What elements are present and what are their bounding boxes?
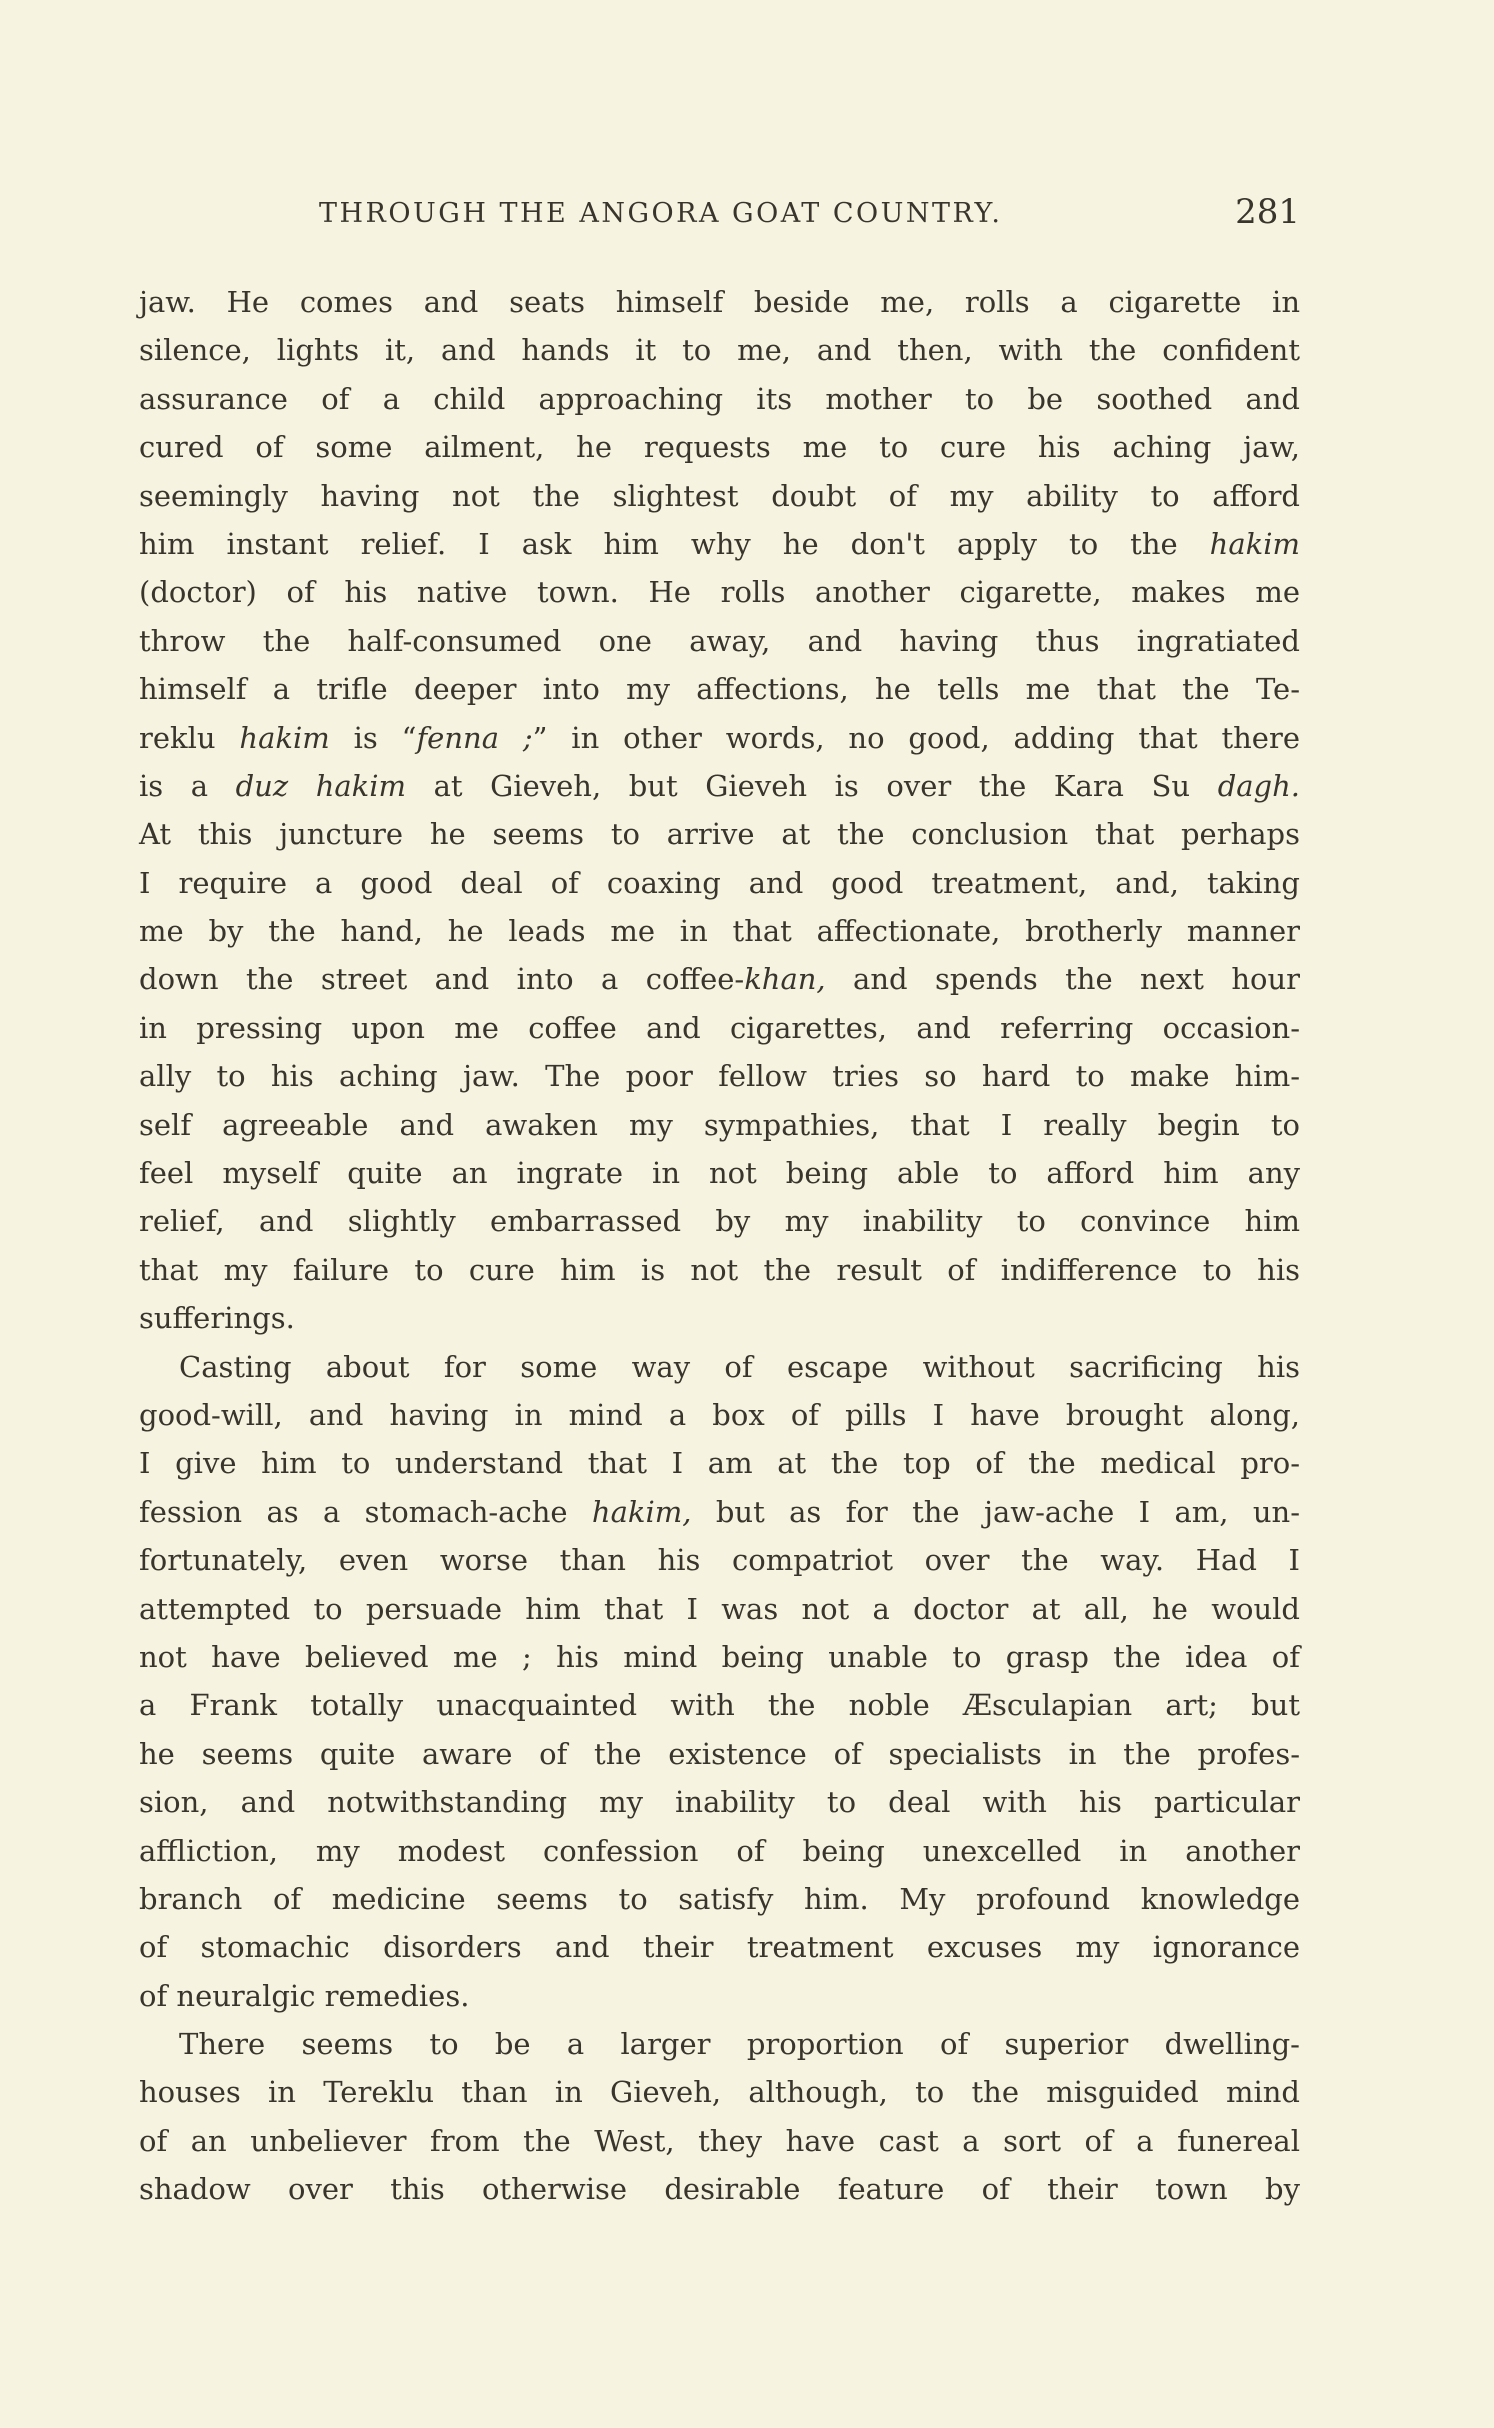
text-line <box>139 1730 1300 1778</box>
running-title: THROUGH THE ANGORA GOAT COUNTRY. <box>319 198 1003 229</box>
text-line <box>139 907 1300 955</box>
text-line <box>139 1294 1300 1342</box>
text-segment: good-will, and having in mind a box of pills I have brought along, <box>139 1397 1300 1432</box>
text-segment: affliction, my modest confession of being unexcelled in another <box>139 1833 1300 1868</box>
text-segment: jaw. He comes and seats himself beside me, rolls a cigarette in <box>139 285 1300 319</box>
text-line <box>139 2165 1300 2213</box>
text-segment: attempted to persuade him that I was not a doctor at all, he would <box>139 1591 1300 1626</box>
text-line <box>139 1004 1300 1052</box>
text-line <box>139 568 1300 616</box>
page-header <box>139 192 1300 238</box>
text-segment: but as for the jaw-ache I am, un- <box>691 1494 1300 1529</box>
text-segment: seemingly having not the slightest doubt of my ability to afford <box>139 478 1300 513</box>
text-segment: ally to his aching jaw. The poor fellow tries so hard to make him- <box>139 1059 1300 1094</box>
text-line <box>139 1052 1300 1100</box>
text-line <box>139 2020 1300 2068</box>
text-segment: fession as a stomach-ache <box>139 1494 592 1529</box>
text-line <box>139 375 1300 423</box>
text-segment: self agreeable and awaken my sympathies, that I really begin to <box>139 1107 1300 1142</box>
text-segment: of neuralgic remedies. <box>139 1978 470 2013</box>
text-segment: There seems to be a larger proportion of superior dwelling- <box>179 2027 1300 2062</box>
italic-term: fenna ; <box>416 720 533 755</box>
text-segment: a Frank totally unacquainted with the noble Æsculapian art; but <box>139 1688 1300 1723</box>
text-line <box>139 1778 1300 1826</box>
text-line <box>139 665 1300 713</box>
text-segment: feel myself quite an ingrate in not being able to afford him any <box>139 1156 1300 1191</box>
text-line <box>139 955 1300 1003</box>
text-line <box>139 1633 1300 1681</box>
text-line <box>139 617 1300 665</box>
text-line <box>139 1923 1300 1971</box>
text-line <box>139 859 1300 907</box>
text-line <box>139 1343 1300 1391</box>
text-line <box>139 1101 1300 1149</box>
text-segment: at Gieveh, but Gieveh is over the Kara Su <box>406 768 1218 803</box>
text-segment: I require a good deal of coaxing and good treatment, and, taking <box>139 865 1300 900</box>
italic-term: dagh. <box>1217 768 1301 803</box>
text-line <box>139 1827 1300 1875</box>
text-line <box>139 2117 1300 2165</box>
italic-term: duz hakim <box>235 768 407 803</box>
text-segment: himself a trifle deeper into my affections, he tells me that the Te- <box>139 672 1300 707</box>
text-line <box>139 1149 1300 1197</box>
italic-term: hakim <box>1209 526 1300 561</box>
text-segment: sufferings. <box>139 1301 295 1336</box>
text-segment: fortunately, even worse than his compatriot over the way. Had I <box>139 1543 1300 1578</box>
text-line <box>139 520 1300 568</box>
text-segment: (doctor) of his native town. He rolls another cigarette, makes me <box>139 575 1300 610</box>
text-segment: sion, and notwithstanding my inability to deal with his particular <box>139 1785 1300 1820</box>
text-line <box>139 1972 1300 2020</box>
text-segment: that my failure to cure him is not the result of indifference to his <box>139 1252 1300 1287</box>
text-segment: assurance of a child approaching its mother to be soothed and <box>139 381 1300 416</box>
text-line <box>139 1488 1300 1536</box>
text-segment: is “ <box>329 720 417 755</box>
text-segment: in pressing upon me coffee and cigarettes, and referring occasion- <box>139 1010 1300 1045</box>
text-segment: houses in Tereklu than in Gieveh, although, to the misguided mind <box>139 2075 1300 2110</box>
text-line <box>139 1681 1300 1729</box>
text-line <box>139 1246 1300 1294</box>
text-line <box>139 762 1300 810</box>
text-line <box>139 1875 1300 1923</box>
text-segment: and spends the next hour <box>825 962 1300 997</box>
text-segment: he seems quite aware of the existence of specialists in the profes- <box>139 1736 1300 1771</box>
text-segment: of stomachic disorders and their treatment excuses my ignorance <box>139 1930 1300 1965</box>
italic-term: hakim <box>239 720 330 755</box>
text-segment: cured of some ailment, he requests me to cure his aching jaw, <box>139 430 1300 465</box>
text-segment: shadow over this otherwise desirable feature of their town by <box>139 2172 1300 2207</box>
text-segment: relief, and slightly embarrassed by my inability to convince him <box>139 1204 1300 1239</box>
text-line <box>139 326 1300 374</box>
text-segment: me by the hand, he leads me in that affectionate, brotherly manner <box>139 914 1300 949</box>
text-line <box>139 278 1300 326</box>
text-segment: throw the half-consumed one away, and having thus ingratiated <box>139 623 1300 658</box>
text-segment: silence, lights it, and hands it to me, and then, with the confident <box>139 333 1300 368</box>
text-line <box>139 1536 1300 1584</box>
text-segment: not have believed me ; his mind being unable to grasp the idea of <box>139 1639 1300 1674</box>
italic-term: khan, <box>744 962 826 997</box>
text-segment: branch of medicine seems to satisfy him. My profound knowledge <box>139 1881 1300 1916</box>
text-line <box>139 1585 1300 1633</box>
text-line <box>139 1439 1300 1487</box>
text-line <box>139 1197 1300 1245</box>
text-segment: is a <box>139 768 236 803</box>
text-segment: I give him to understand that I am at the top of the medical pro- <box>139 1446 1300 1481</box>
text-segment: Casting about for some way of escape without sacrificing his <box>179 1349 1300 1384</box>
text-line <box>139 472 1300 520</box>
text-line <box>139 1391 1300 1439</box>
text-line <box>139 2068 1300 2116</box>
text-segment: down the street and into a coffee- <box>139 962 745 997</box>
text-line <box>139 423 1300 471</box>
italic-term: hakim, <box>591 1494 692 1529</box>
text-segment: ” in other words, no good, adding that there <box>532 720 1300 755</box>
text-segment: him instant relief. I ask him why he don't apply to the <box>139 526 1210 561</box>
body-text <box>139 278 1300 2214</box>
page-number: 281 <box>1235 192 1300 232</box>
text-line <box>139 714 1300 762</box>
text-segment: At this juncture he seems to arrive at the conclusion that perhaps <box>139 817 1300 852</box>
text-segment: reklu <box>139 720 240 755</box>
text-segment: of an unbeliever from the West, they have cast a sort of a funereal <box>139 2123 1300 2158</box>
text-line <box>139 810 1300 858</box>
